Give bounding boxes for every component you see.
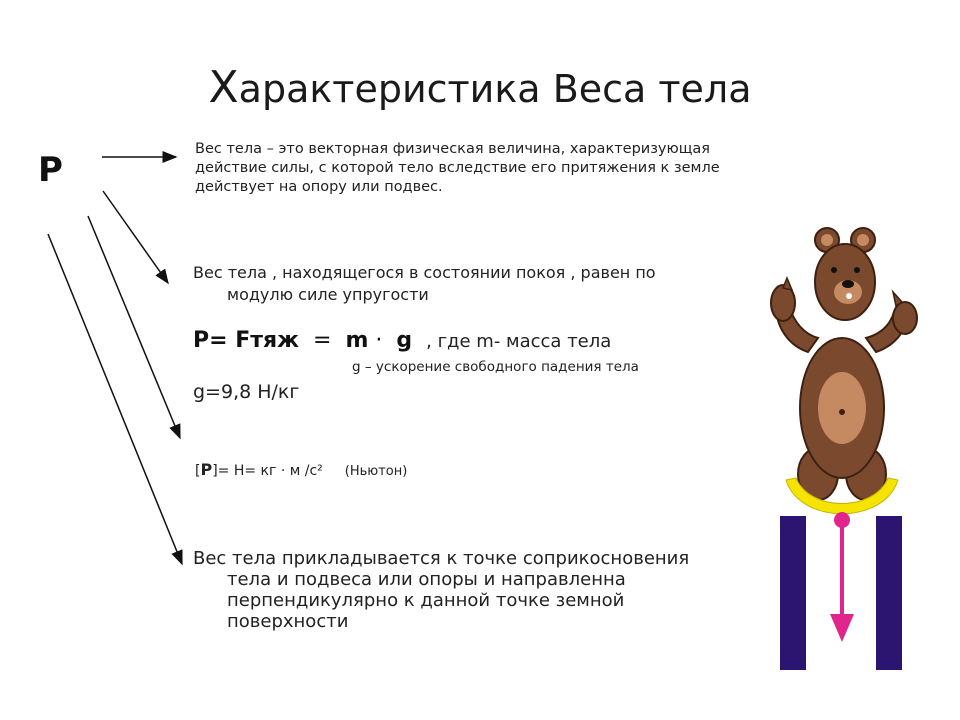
title-emphasis: Веса тела bbox=[552, 67, 752, 111]
rest-state-line1: Вес тела , находящегося в состоянии покоя , равен по bbox=[193, 263, 656, 282]
support-post-right bbox=[876, 516, 902, 670]
bear-navel bbox=[839, 409, 845, 415]
title-first-letter: Х bbox=[208, 62, 239, 113]
application-line3: перпендикулярно к данной точке земной bbox=[227, 590, 625, 611]
units-symbol: P bbox=[200, 460, 213, 479]
formula-dot: · bbox=[375, 328, 383, 353]
g-value: g=9,8 Н/кг bbox=[193, 381, 300, 403]
support-post-left bbox=[780, 516, 806, 670]
formula-lhs: P= Fтяж bbox=[193, 328, 300, 353]
bear-eye-right bbox=[854, 267, 860, 273]
force-point bbox=[834, 512, 850, 528]
formula-m: m bbox=[345, 328, 369, 353]
formula-g: g bbox=[396, 328, 413, 353]
g-note: g – ускорение свободного падения тела bbox=[352, 359, 639, 375]
weight-symbol: P bbox=[38, 150, 63, 190]
bear-belly bbox=[818, 372, 866, 444]
application-line4: поверхности bbox=[227, 611, 349, 632]
formula-tail: , где m- масса тела bbox=[426, 331, 612, 352]
application-line1: Вес тела прикладывается к точке соприкосновения bbox=[193, 548, 690, 569]
application-line2: тела и подвеса или опоры и направленна bbox=[227, 569, 626, 590]
bear-nose bbox=[842, 280, 854, 288]
bear-eye-left bbox=[831, 267, 837, 273]
weight-vector-head bbox=[830, 614, 854, 642]
bear-thumb-left bbox=[783, 278, 792, 290]
rest-state-line2: модулю силе упругости bbox=[227, 285, 429, 304]
formula-eq: = bbox=[313, 328, 332, 353]
bear-paw-right bbox=[893, 302, 917, 334]
definition-text: Вес тела – это векторная физическая величина, характеризующая действие силы, с которой тело вследствие его притяжения к земле действует на опору или подвес. bbox=[195, 141, 720, 195]
units-expr: ]= Н= кг · м /с² bbox=[212, 463, 323, 479]
units-name: (Ньютон) bbox=[344, 464, 408, 479]
units-bracket: [ bbox=[195, 463, 201, 479]
title-rest: арактеристика bbox=[238, 67, 541, 111]
